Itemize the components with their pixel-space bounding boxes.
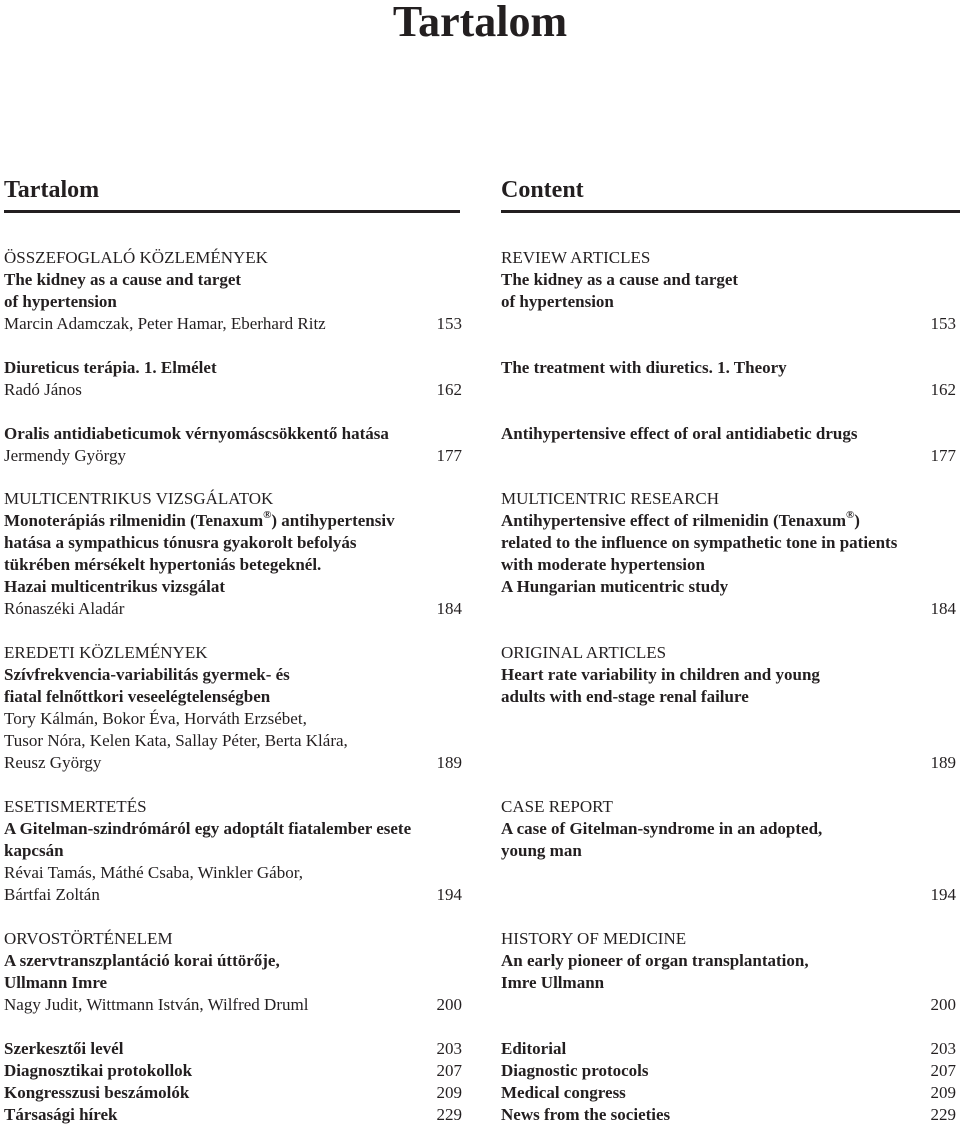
article-title: A szervtranszplantáció korai úttörője, (4, 950, 280, 970)
article-title: Heart rate variability in children and young (501, 665, 820, 685)
section-label: ESETISMERTETÉS (4, 796, 147, 816)
page-number: 207 (436, 1060, 462, 1080)
registered-mark: ® (846, 508, 855, 521)
article-title: The kidney as a cause and target (501, 270, 739, 289)
article-authors: Rónaszéki Aladár (4, 599, 125, 619)
article-authors: Tusor Nóra, Kelen Kata, Sallay Péter, Berta Klára, (4, 731, 348, 751)
article-title: The treatment with diuretics. 1. Theory (501, 357, 787, 377)
article-title: of hypertension (4, 292, 117, 311)
page-title: Tartalom (392, 0, 568, 46)
page-number: 209 (930, 1082, 956, 1102)
page-number: 189 (930, 753, 956, 773)
page-number: 189 (436, 753, 462, 773)
section-label: ÖSSZEFOGLALÓ KÖZLEMÉNYEK (4, 248, 268, 267)
toc-entry (501, 488, 956, 620)
list-item: Medical congress 209 (501, 1082, 956, 1102)
article-authors: Reusz György (4, 753, 102, 773)
article-title: Antihypertensive effect of rilmenidin (Tenaxum®) (501, 508, 860, 531)
page-number: 209 (436, 1082, 462, 1102)
toc-entry (4, 423, 462, 467)
toc-entry (501, 642, 956, 774)
misc-sections-list (501, 1038, 956, 1126)
article-authors: Révai Tamás, Máthé Csaba, Winkler Gábor, (4, 862, 303, 882)
article-title: tükrében mérsékelt hypertoniás betegeknél. (4, 555, 322, 575)
section-label: MULTICENTRIC RESEARCH (501, 489, 720, 509)
toc-entry (501, 247, 956, 335)
list-item: Szerkesztői levél 203 (4, 1038, 462, 1058)
section-label: CASE REPORT (501, 796, 613, 816)
list-item: Társasági hírek 229 (4, 1104, 462, 1124)
english-toc-column (501, 170, 956, 1147)
article-title: Monoterápiás rilmenidin (Tenaxum®) antihypertensiv (4, 508, 395, 531)
section-label: EREDETI KÖZLEMÉNYEK (4, 643, 208, 663)
page-number: 153 (930, 314, 956, 333)
toc-entries (501, 247, 956, 1126)
column-heading: Content (501, 170, 960, 213)
article-authors: Marcin Adamczak, Peter Hamar, Eberhard Ritz (4, 314, 326, 333)
hungarian-toc-column (4, 170, 462, 1147)
page-number: 153 (436, 314, 462, 333)
list-item: Editorial 203 (501, 1038, 956, 1058)
article-authors: Nagy Judit, Wittmann István, Wilfred Druml (4, 994, 309, 1014)
article-authors: Jermendy György (4, 445, 126, 465)
page-number: 229 (930, 1104, 956, 1124)
toc-entry (501, 928, 956, 1016)
list-item: News from the societies 229 (501, 1104, 956, 1124)
article-title: adults with end-stage renal failure (501, 687, 749, 707)
toc-entry (4, 247, 462, 335)
page-number: 203 (930, 1038, 956, 1058)
article-title: related to the influence on sympathetic tone in patients (501, 533, 898, 553)
list-item: Kongresszusi beszámolók 209 (4, 1082, 462, 1102)
article-title: A case of Gitelman-syndrome in an adopted, (501, 818, 823, 838)
article-title: Ullmann Imre (4, 972, 108, 992)
page-number: 200 (436, 994, 462, 1014)
article-title: with moderate hypertension (501, 555, 705, 575)
toc-entry (4, 488, 462, 620)
list-item: Diagnosztikai protokollok 207 (4, 1060, 462, 1080)
article-title: of hypertension (501, 292, 614, 311)
misc-sections-list (4, 1038, 462, 1126)
article-title: young man (501, 840, 582, 860)
toc-entry (501, 357, 956, 401)
article-title: Oralis antidiabeticumok vérnyomáscsökkentő hatása (4, 423, 389, 443)
page-number: 177 (436, 445, 462, 465)
article-title: Diureticus terápia. 1. Elmélet (4, 357, 217, 377)
article-title: hatása a sympathicus tónusra gyakorolt befolyás (4, 533, 357, 553)
section-label: ORIGINAL ARTICLES (501, 643, 667, 663)
page-number: 229 (436, 1104, 462, 1124)
toc-entry (501, 796, 956, 906)
article-authors: Bártfai Zoltán (4, 884, 100, 904)
page-number: 177 (930, 445, 956, 465)
page-number: 162 (436, 379, 462, 399)
page-number: 200 (930, 994, 956, 1014)
page-number: 184 (930, 599, 956, 619)
page-number: 207 (930, 1060, 956, 1080)
section-label: REVIEW ARTICLES (501, 248, 651, 267)
page-number: 162 (930, 379, 956, 399)
article-title: kapcsán (4, 840, 64, 860)
article-title: A Hungarian muticentric study (501, 577, 729, 597)
article-authors: Radó János (4, 379, 82, 399)
toc-entry (4, 642, 462, 774)
article-title: A Gitelman-szindrómáról egy adoptált fiatalember esete (4, 818, 412, 838)
list-item: Diagnostic protocols 207 (501, 1060, 956, 1080)
toc-entry (4, 928, 462, 1016)
toc-entry (501, 423, 956, 467)
section-label: MULTICENTRIKUS VIZSGÁLATOK (4, 489, 274, 509)
article-title: Imre Ullmann (501, 972, 605, 992)
registered-mark: ® (263, 508, 272, 521)
page-number: 194 (436, 884, 462, 904)
page-number: 184 (436, 599, 462, 619)
article-title: Hazai multicentrikus vizsgálat (4, 577, 225, 597)
article-authors: Tory Kálmán, Bokor Éva, Horváth Erzsébet, (4, 709, 307, 729)
article-title: The kidney as a cause and target (4, 270, 242, 289)
toc-entries (4, 247, 462, 1126)
toc-entry (4, 796, 462, 906)
section-label: HISTORY OF MEDICINE (501, 928, 687, 948)
article-title: fiatal felnőttkori veseelégtelenségben (4, 687, 271, 707)
toc-entry (4, 357, 462, 401)
article-title: An early pioneer of organ transplantation, (501, 950, 809, 970)
column-heading: Tartalom (4, 170, 460, 213)
article-title: Szívfrekvencia-variabilitás gyermek- és (4, 665, 290, 685)
article-title: Antihypertensive effect of oral antidiabetic drugs (501, 423, 858, 443)
page-number: 194 (930, 884, 956, 904)
page-number: 203 (436, 1038, 462, 1058)
section-label: ORVOSTÖRTÉNELEM (4, 928, 173, 948)
